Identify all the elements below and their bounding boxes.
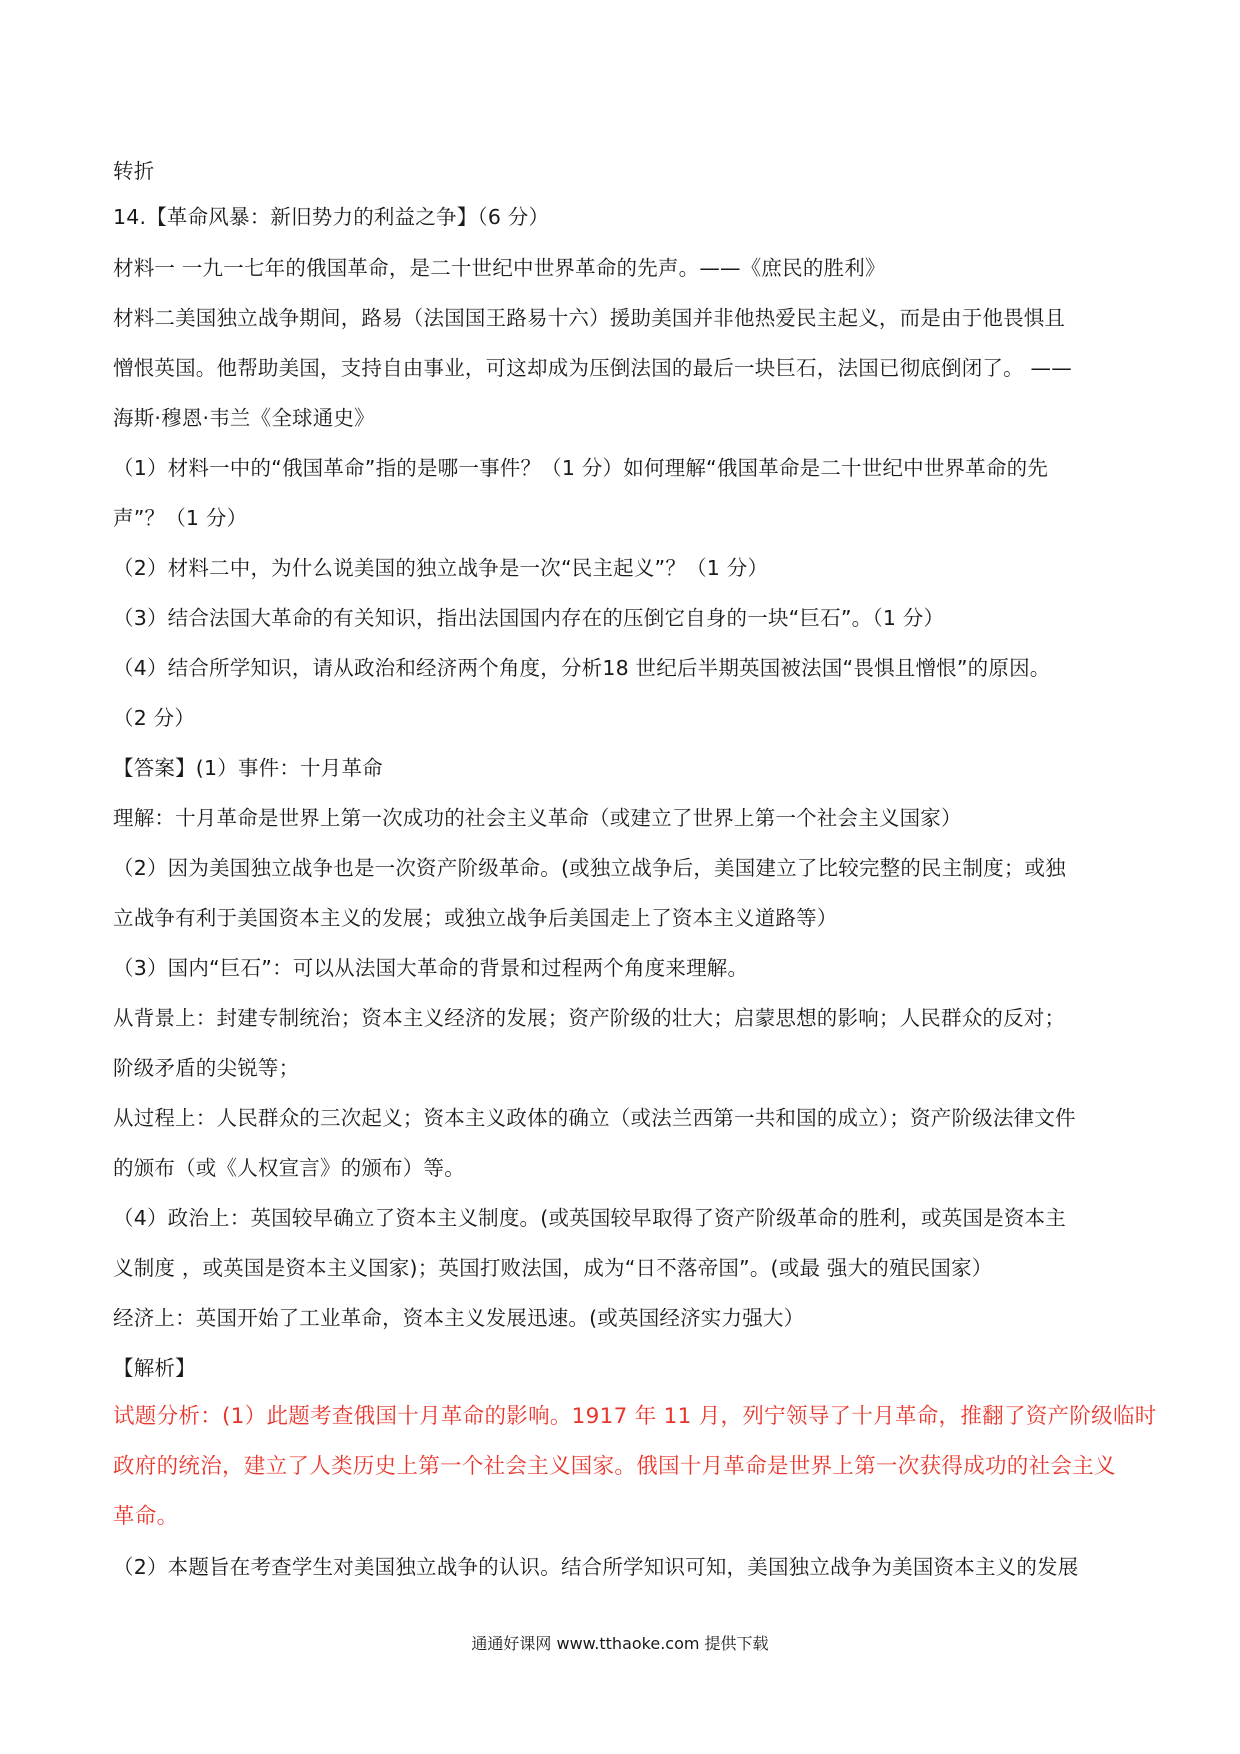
material-two-line-1: 材料二美国独立战争期间，路易（法国国王路易十六）援助美国并非他热爱民主起义，而是由于他畏惧且 [113,306,1066,330]
sub-question-3: （3）结合法国大革命的有关知识，指出法国国内存在的压倒它自身的一块“巨石”。（1 分） [113,606,945,630]
sub-question-1-line-1: （1）材料一中的“俄国革命”指的是哪一事件？（1 分）如何理解“俄国革命是二十世纪中世界革命的先 [113,456,1049,480]
analysis-1-line-3: 革命。 [113,1504,179,1529]
analysis-heading: 【解析】 [113,1356,196,1380]
answer-3-background-line-2: 阶级矛盾的尖锐等； [113,1056,300,1080]
answer-4-politics-line-2: 义制度 ，或英国是资本主义国家)；英国打败法国，成为“日不落帝国”。(或最 强大的殖民国家） [113,1256,993,1280]
answer-4-politics-line-1: （4）政治上：英国较早确立了资本主义制度。(或英国较早取得了资产阶级革命的胜利，或英国是资本主 [113,1206,1066,1230]
sub-question-4-line-2: （2 分） [113,706,196,730]
answer-3-process-line-2: 的颁布（或《人权宣言》的颁布）等。 [113,1156,465,1180]
analysis-2-line-1: （2）本题旨在考查学生对美国独立战争的认识。结合所学知识可知，美国独立战争为美国资本主义的发展 [113,1555,1079,1579]
sub-question-1-line-2: 声”？（1 分） [113,506,248,530]
answer-2-line-2: 立战争有利于美国资本主义的发展；或独立战争后美国走上了资本主义道路等） [113,906,838,930]
answer-1-understanding: 理解：十月革命是世界上第一次成功的社会主义革命（或建立了世界上第一个社会主义国家） [113,806,962,830]
analysis-1-line-2: 政府的统治，建立了人类历史上第一个社会主义国家。俄国十月革命是世界上第一次获得成功的社会主义 [113,1454,1116,1479]
sub-question-2: （2）材料二中，为什么说美国的独立战争是一次“民主起义”？（1 分） [113,556,769,580]
answer-2-line-1: （2）因为美国独立战争也是一次资产阶级革命。(或独立战争后，美国建立了比较完整的民主制度；或独 [113,856,1066,880]
answer-3-intro: （3）国内“巨石”：可以从法国大革命的背景和过程两个角度来理解。 [113,956,749,980]
question-title: 14.【革命风暴：新旧势力的利益之争】（6 分） [113,205,550,229]
material-two-line-2: 憎恨英国。他帮助美国，支持自由事业，可这却成为压倒法国的最后一块巨石，法国已彻底倒闭了。 —— [113,356,1072,380]
material-one: 材料一 一九一七年的俄国革命，是二十世纪中世界革命的先声。——《庶民的胜利》 [113,256,886,280]
sub-question-4-line-1: （4）结合所学知识，请从政治和经济两个角度，分析18 世纪后半期英国被法国“畏惧且憎恨”的原因。 [113,656,1051,680]
text-line-carryover: 转折 [113,159,155,183]
page-footer: 通通好课网 www.tthaoke.com 提供下载 [471,1634,769,1653]
material-two-source: 海斯·穆恩·韦兰《全球通史》 [113,406,375,430]
answer-3-process-line-1: 从过程上：人民群众的三次起义；资本主义政体的确立（或法兰西第一共和国的成立）；资产阶级法律文件 [113,1106,1076,1130]
answer-3-background-line-1: 从背景上：封建专制统治；资本主义经济的发展；资产阶级的壮大；启蒙思想的影响；人民群众的反对； [113,1006,1066,1030]
answer-heading: 【答案】(1）事件：十月革命 [113,756,383,780]
answer-4-economy: 经济上：英国开始了工业革命，资本主义发展迅速。(或英国经济实力强大） [113,1306,805,1330]
analysis-1-line-1: 试题分析：(1）此题考查俄国十月革命的影响。1917 年 11 月，列宁领导了十月革命，推翻了资产阶级临时 [113,1404,1157,1429]
